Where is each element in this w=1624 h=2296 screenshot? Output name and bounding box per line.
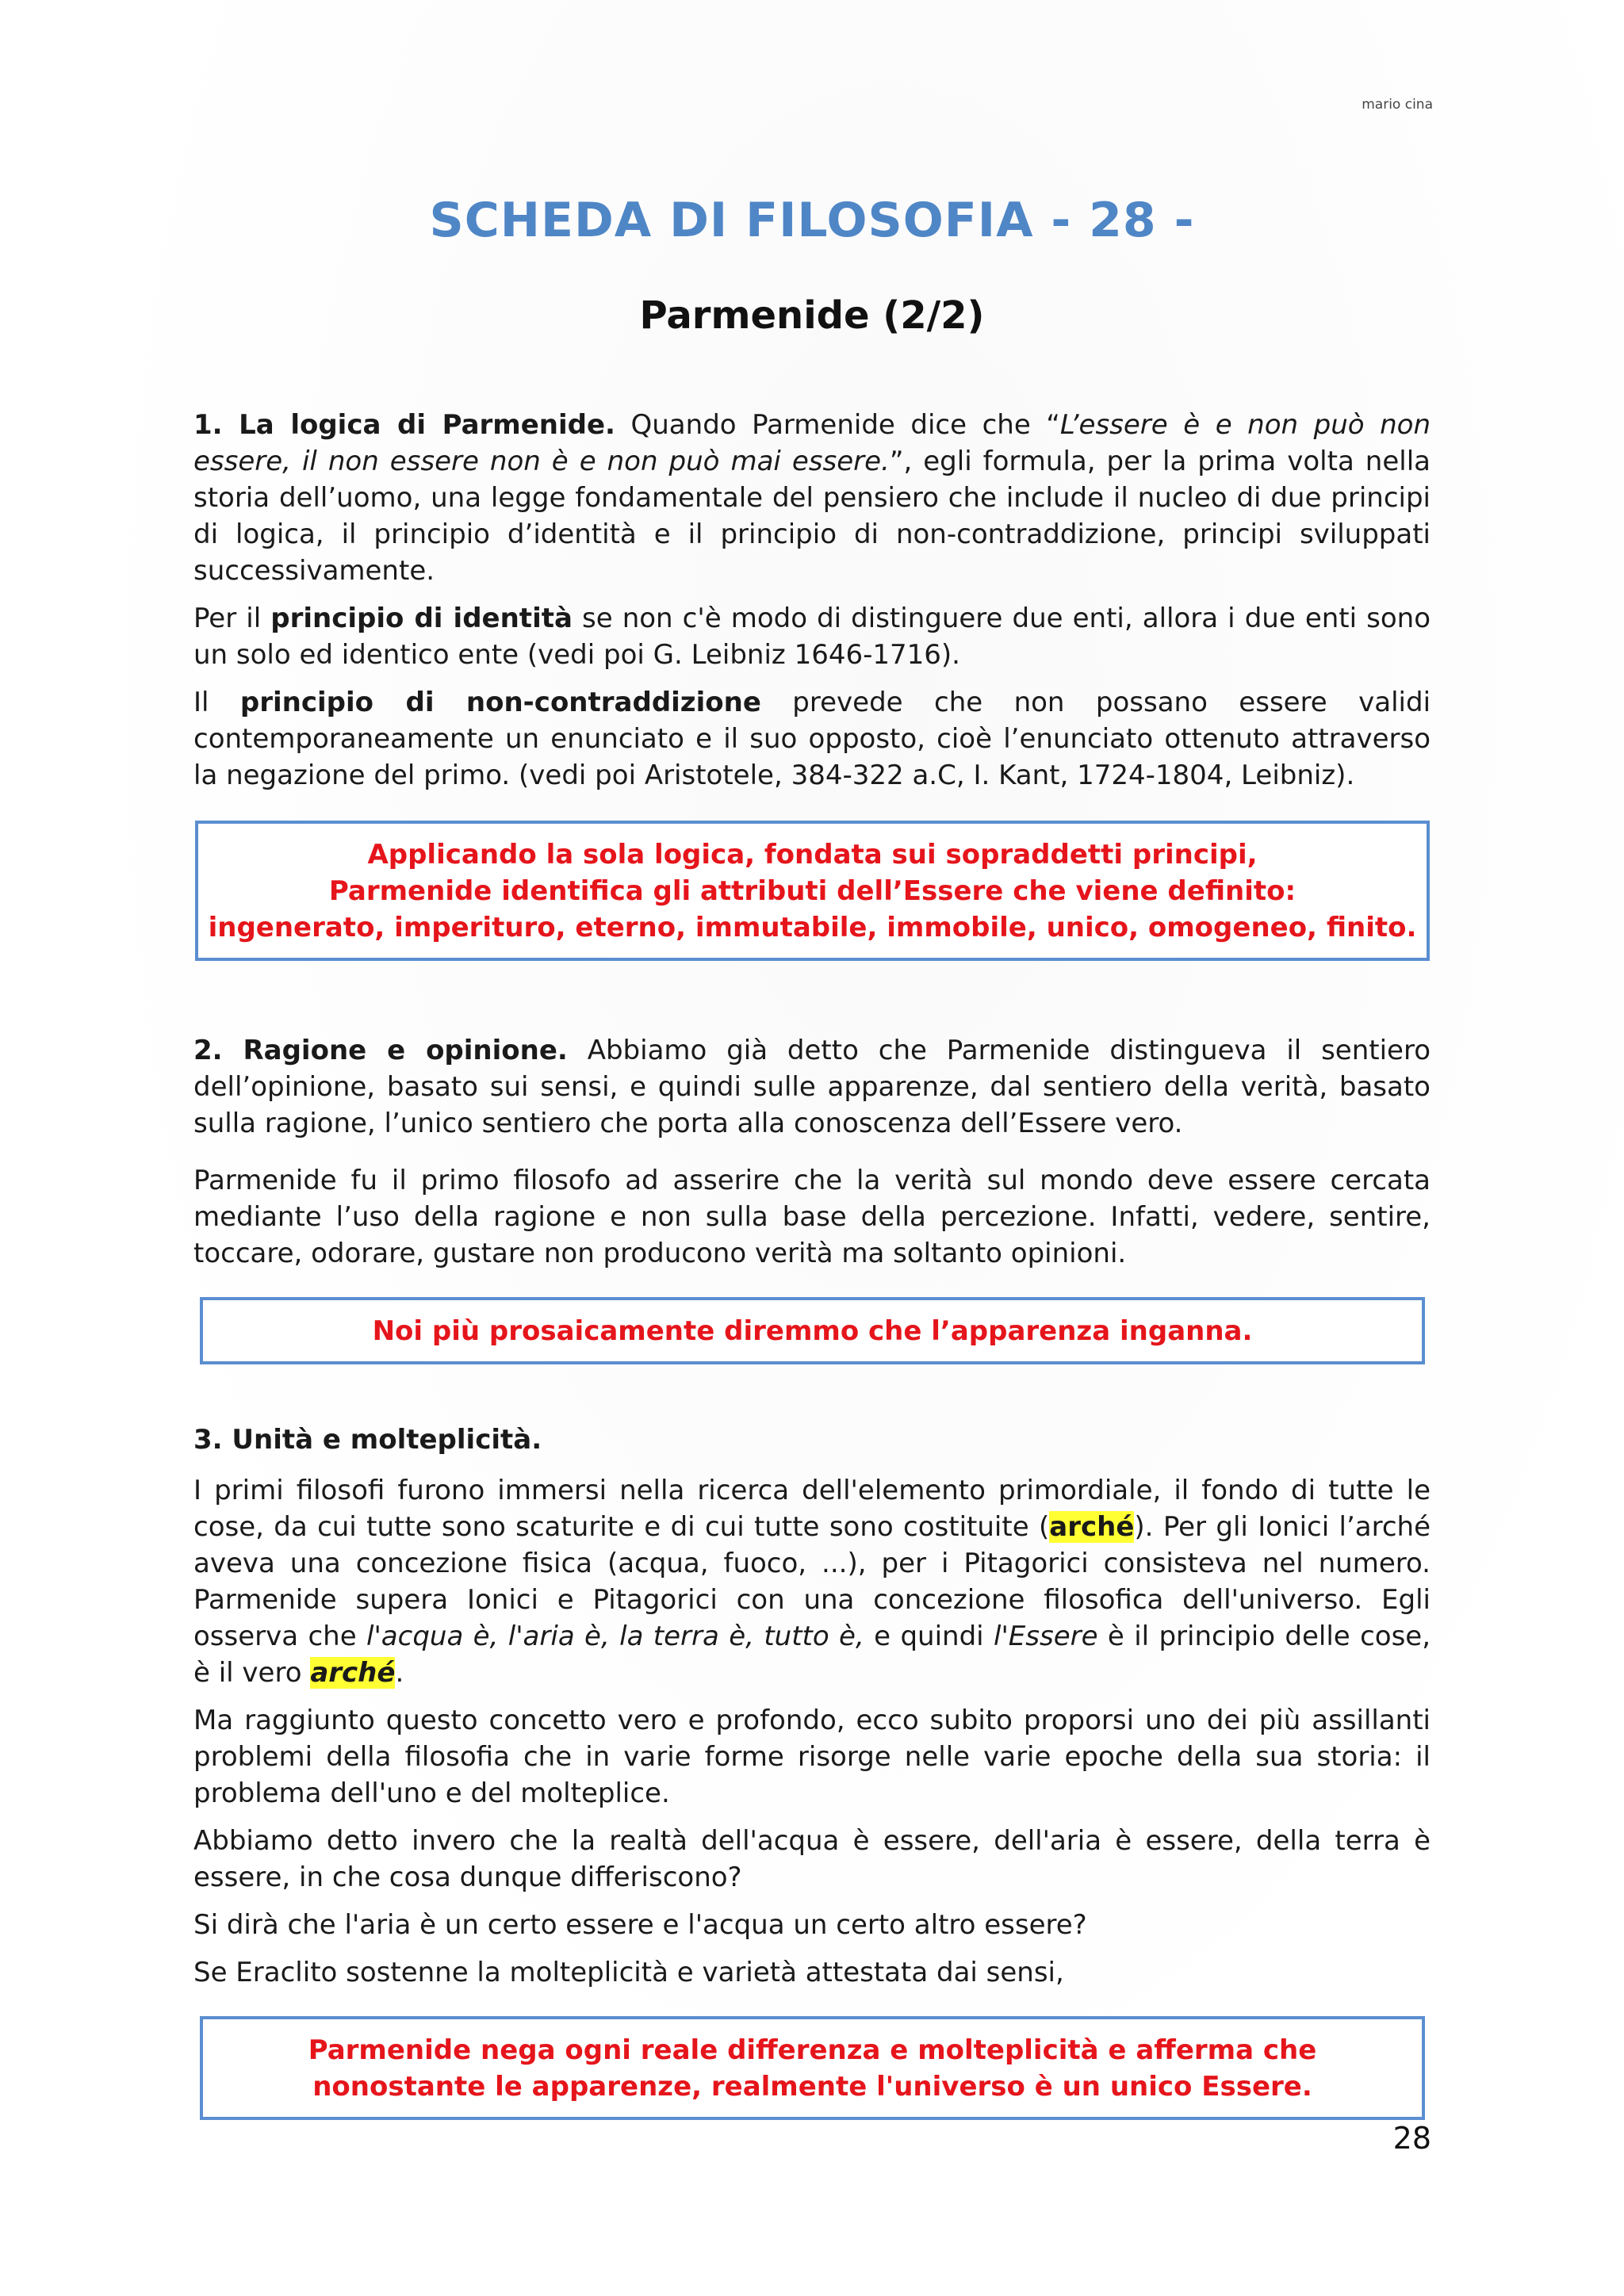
term: principio di non-contraddizione — [239, 687, 761, 718]
section-unita — [193, 1422, 1431, 1991]
term: principio di identità — [270, 603, 573, 634]
section-heading: 1. La logica di Parmenide. — [193, 409, 615, 441]
page-subtitle: Parmenide (2/2) — [639, 293, 985, 338]
author-label: mario cina — [1362, 97, 1433, 113]
paragraph — [193, 1422, 1431, 1458]
page-number: 28 — [1392, 2121, 1431, 2156]
paragraph: 1. La logica di Parmenide. Quando Parmenide dice che “L’essere è e non può non essere, il non essere non è e non può mai essere.”, egli formula, per la prima volta nella storia dell’uomo, una legge fondamentale del pensiero che include il nucleo di due principi di logica, il principio d’identità e il principio di non-contraddizione, principi sviluppati successivamente. — [193, 409, 1431, 587]
callout-line: ingenerato, imperituro, eterno, immutabile, immobile, unico, omogeneo, finito. — [208, 911, 1417, 943]
highlight: arché — [310, 1657, 396, 1689]
callout-line: Parmenide identifica gli attributi dell’Essere che viene definito: — [328, 874, 1297, 907]
paragraph: Se Eraclito sostenne la molteplicità e varietà attestata dai sensi, — [193, 1957, 1064, 1988]
paragraph: Il principio di non-contraddizione prevede che non possano essere validi contemporaneamente un enunciato e il suo opposto, cioè l’enunciato ottenuto attraverso la negazione del primo. (vedi poi Aristotele, 384-322 a.C, I. Kant, 1724-1804, Leibniz). — [193, 687, 1431, 791]
highlight: arché — [1049, 1511, 1135, 1543]
callout-line: nonostante le apparenze, realmente l'universo è un unico Essere. — [312, 2070, 1312, 2103]
callout-line: Parmenide nega ogni reale differenza e molteplicità e afferma che — [308, 2034, 1317, 2066]
paragraph: Abbiamo detto invero che la realtà dell'acqua è essere, dell'aria è essere, della terra è essere, in che cosa dunque differiscono? — [193, 1825, 1431, 1893]
paragraph: Si dirà che l'aria è un certo essere e l'acqua un certo altro essere? — [193, 1909, 1087, 1941]
page-title: SCHEDA DI FILOSOFIA - 28 - — [429, 193, 1195, 248]
section-heading: 2. Ragione e opinione. — [193, 1035, 568, 1066]
section-heading: 3. Unità e molteplicità. — [193, 1424, 542, 1456]
callout-line: Noi più prosaicamente diremmo che l’apparenza inganna. — [372, 1314, 1253, 1347]
paragraph: I primi filosofi furono immersi nella ricerca dell'elemento primordiale, il fondo di tutte le cose, da cui tutte sono scaturite e di cui tutte sono costituite (arché). Per gli Ionici l’arché aveva una concezione fisica (acqua, fuoco, ...), per i Pitagorici consisteva nel numero. Parmenide supera Ionici e Pitagorici con una concezione filosofica dell'universo. Egli osserva che l'acqua è, l'aria è, la terra è, tutto è, e quindi l'Essere è il principio delle cose, è il vero arché. — [193, 1475, 1431, 1689]
paragraph: 2. Ragione e opinione. Abbiamo già detto che Parmenide distingueva il sentiero dell’opinione, basato sui sensi, e quindi sulle apparenze, dal sentiero della verità, basato sulla ragione, l’unico sentiero che porta alla conoscenza dell’Essere vero. — [193, 1035, 1431, 1139]
paragraph: Parmenide fu il primo filosofo ad asserire che la verità sul mondo deve essere cercata mediante l’uso della ragione e non sulla base della percezione. Infatti, vedere, sentire, toccare, odorare, gustare non producono verità ma soltanto opinioni. — [193, 1165, 1431, 1269]
paragraph: Per il principio di identità se non c'è modo di distinguere due enti, allora i due enti sono un solo ed identico ente (vedi poi G. Leibniz 1646-1716). — [193, 603, 1431, 671]
callout-box — [200, 2016, 1425, 2120]
callout-box — [195, 821, 1430, 961]
callout-line: Applicando la sola logica, fondata sui sopraddetti principi, — [367, 838, 1258, 871]
quote: L’essere è e non può non essere, il non essere non è e non può mai essere. — [193, 409, 1431, 477]
paragraph: Ma raggiunto questo concetto vero e profondo, ecco subito proporsi uno dei più assillanti problemi della filosofia che in varie forme risorge nelle varie epoche della sua storia: il problema dell'uno e del molteplice. — [193, 1705, 1431, 1809]
callout-box — [200, 1297, 1425, 1364]
section-logica — [193, 407, 1431, 794]
section-ragione — [193, 1032, 1431, 1272]
